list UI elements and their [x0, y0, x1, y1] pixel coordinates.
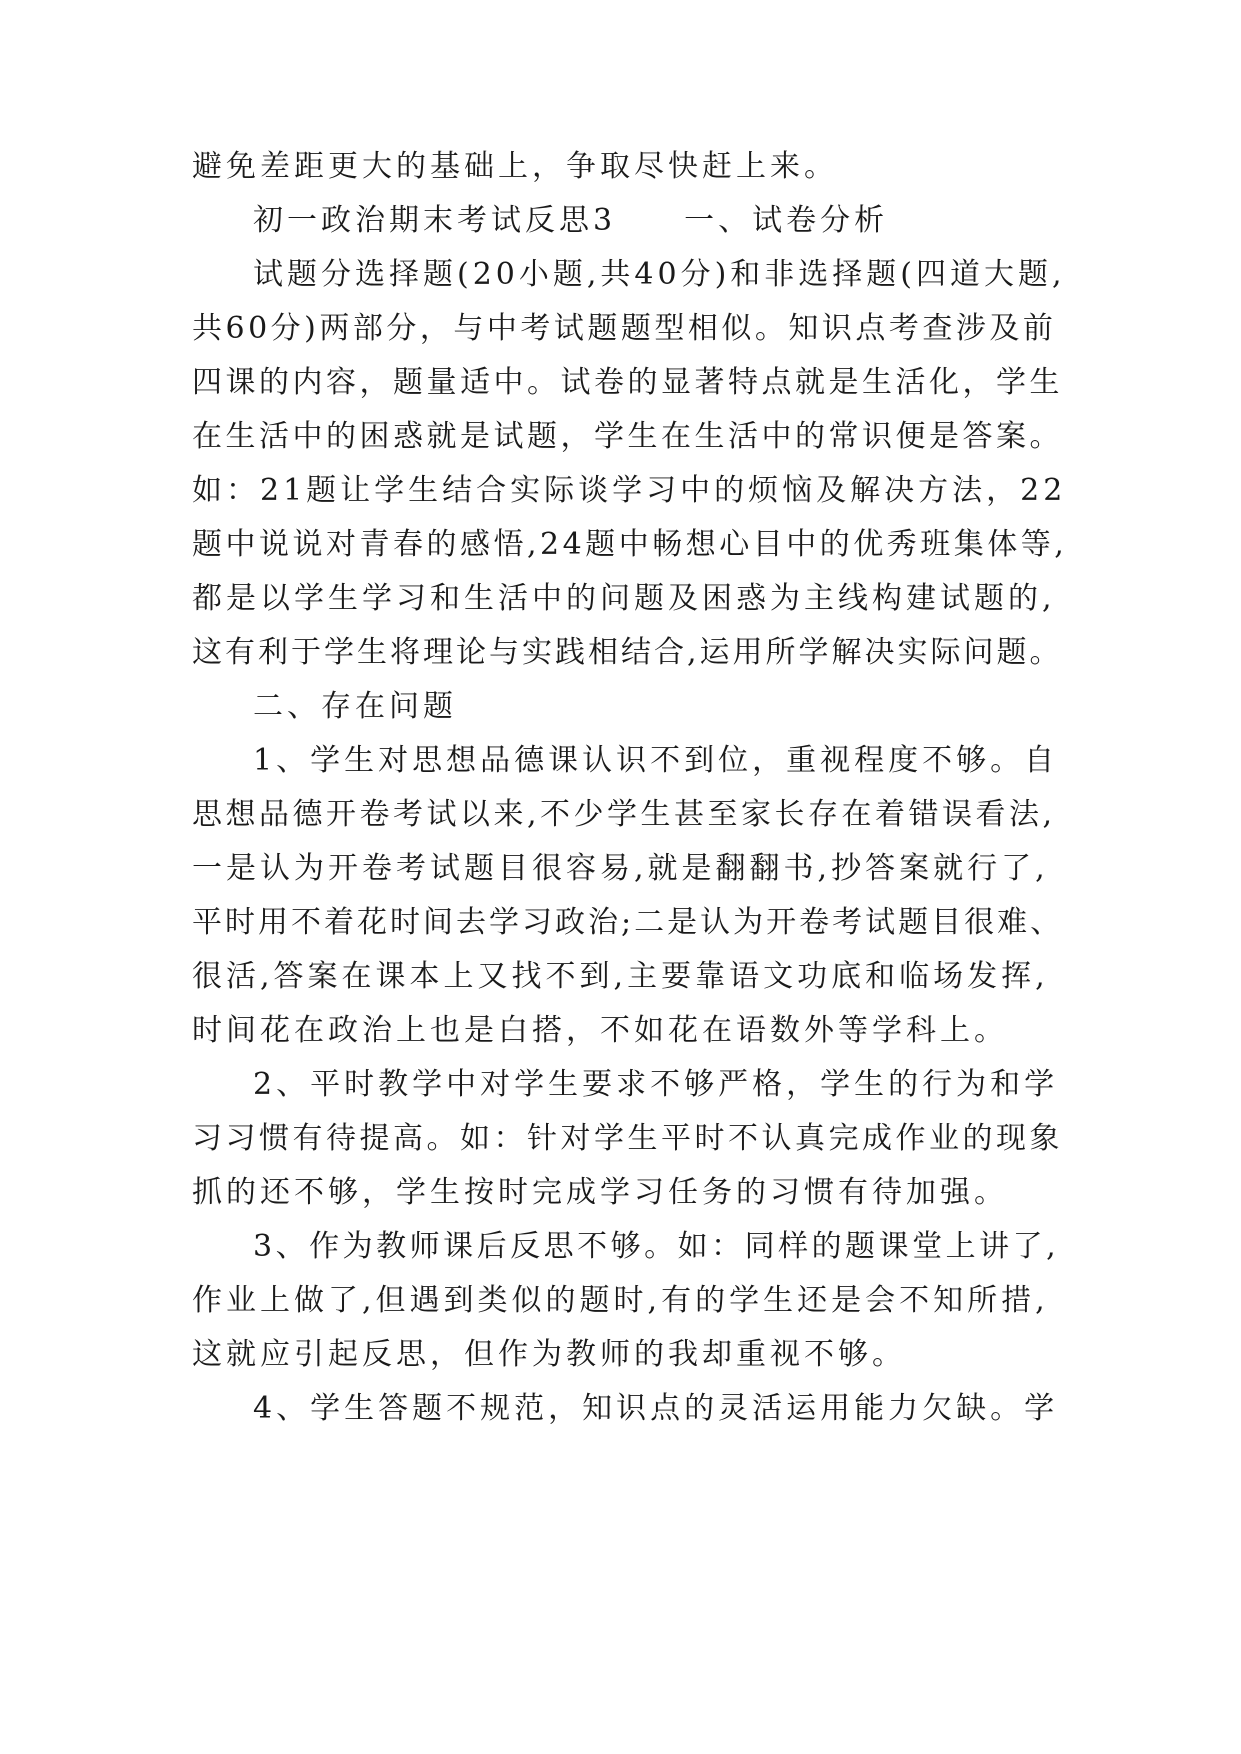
- section-heading: 初一政治期末考试反思3 一、试卷分析: [253, 203, 889, 238]
- text-line: 题中说说对青春的感悟,24题中畅想心目中的优秀班集体等,: [192, 527, 1068, 562]
- text-line: 2、平时教学中对学生要求不够严格，学生的行为和学: [253, 1067, 1059, 1102]
- text-line: 作业上做了,但遇到类似的题时,有的学生还是会不知所措,: [192, 1283, 1049, 1318]
- text-line: 抓的还不够，学生按时完成学习任务的习惯有待加强。: [192, 1175, 1008, 1210]
- text-line: 时间花在政治上也是白搭，不如花在语数外等学科上。: [192, 1013, 1008, 1048]
- section-heading: 二、存在问题: [253, 689, 457, 724]
- text-line: 3、作为教师课后反思不够。如：同样的题课堂上讲了,: [253, 1229, 1060, 1264]
- text-line: 4、学生答题不规范，知识点的灵活运用能力欠缺。学: [253, 1391, 1059, 1426]
- text-line: 思想品德开卷考试以来,不少学生甚至家长存在着错误看法,: [192, 797, 1056, 832]
- text-line: 避免差距更大的基础上，争取尽快赶上来。: [192, 149, 838, 184]
- text-line: 一是认为开卷考试题目很容易,就是翻翻书,抄答案就行了,: [192, 851, 1049, 886]
- text-line: 这就应引起反思，但作为教师的我却重视不够。: [192, 1337, 906, 1372]
- text-line: 四课的内容，题量适中。试卷的显著特点就是生活化，学生: [192, 365, 1063, 400]
- text-line: 如：21题让学生结合实际谈学习中的烦恼及解决方法，22: [192, 473, 1067, 508]
- text-line: 试题分选择题(20小题,共40分)和非选择题(四道大题,: [253, 257, 1066, 292]
- text-line: 在生活中的困惑就是试题，学生在生活中的常识便是答案。: [192, 419, 1063, 454]
- text-line: 平时用不着花时间去学习政治;二是认为开卷考试题目很难、: [192, 905, 1064, 940]
- text-line: 共60分)两部分，与中考试题题型相似。知识点考查涉及前: [192, 311, 1057, 346]
- text-line: 1、学生对思想品德课认识不到位，重视程度不够。自: [253, 743, 1059, 778]
- text-line: 这有利于学生将理论与实践相结合,运用所学解决实际问题。: [192, 635, 1063, 670]
- text-line: 都是以学生学习和生活中的问题及困惑为主线构建试题的,: [192, 581, 1056, 616]
- text-line: 很活,答案在课本上又找不到,主要靠语文功底和临场发挥,: [192, 959, 1049, 994]
- text-line: 习习惯有待提高。如：针对学生平时不认真完成作业的现象: [192, 1121, 1063, 1156]
